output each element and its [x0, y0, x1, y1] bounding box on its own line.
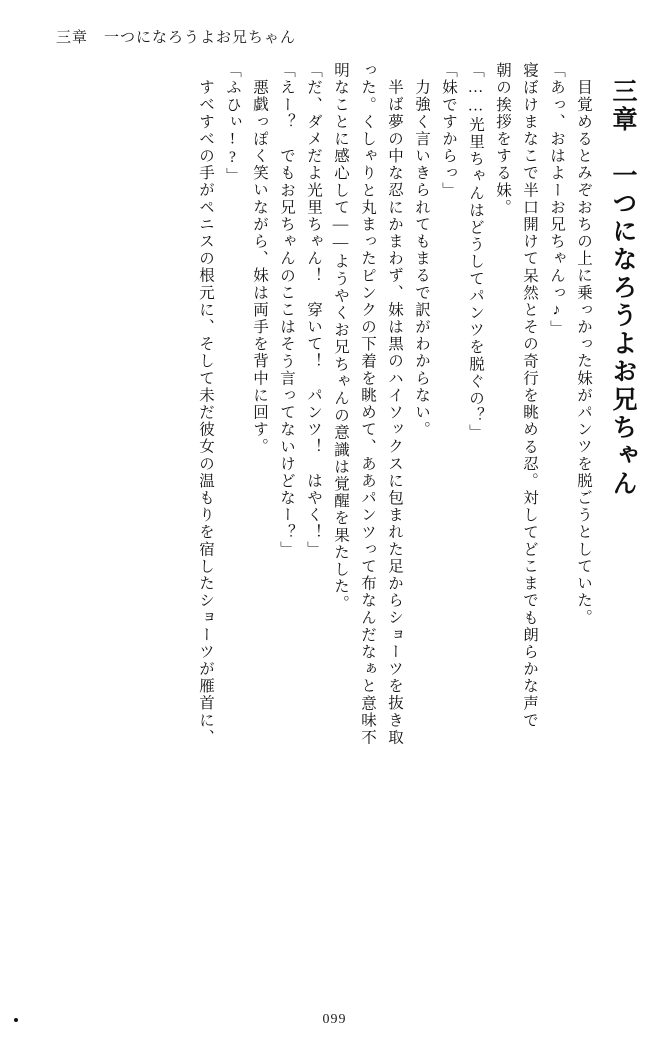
body-line: 力強く言いきられてもまるで訳がわからない。	[413, 79, 430, 439]
page-number: 099	[322, 1012, 347, 1027]
body-line: 朝の挨拶をする妹。	[494, 62, 511, 216]
body-line: 半ば夢の中な忍にかまわず、妹は黒のハイソックスに包まれた足からショーツを抜き取	[386, 79, 403, 746]
header-rule	[40, 52, 630, 53]
body-line: 「ふひぃ!?」	[224, 62, 241, 185]
body-line: 「……光里ちゃんはどうしてパンツを脱ぐの？」	[467, 62, 484, 442]
body-line: 悪戯っぽく笑いながら、妹は両手を背中に回す。	[251, 79, 268, 456]
body-line: った。くしゃりと丸まったピンクの下着を眺めて、ああパンツって布なんだなぁと意味不	[359, 62, 376, 746]
body-line: 「えー？ でもお兄ちゃんのここはそう言ってないけどなー？」	[278, 62, 295, 558]
body-line: 目覚めるとみぞおちの上に乗っかった妹がパンツを脱ごうとしていた。	[575, 79, 592, 627]
page-body	[34, 62, 635, 987]
chapter-title: 三章 一つになろうよお兄ちゃん	[609, 78, 636, 498]
spine-mark	[14, 1018, 18, 1022]
body-line: 「妹ですからっ」	[440, 62, 457, 199]
body-line: すべすべの手がペニスの根元に、そして未だ彼女の温もりを宿したショーツが雁首に、	[197, 79, 214, 746]
body-line: 「あっ、おはよーお兄ちゃんっ♪」	[548, 62, 565, 338]
body-line: 寝ぼけまなこで半口開けて呆然とその奇行を眺める忍。対してどこまでも朗らかな声で	[521, 62, 538, 729]
running-head: 三章 一つになろうよお兄ちゃん	[56, 30, 297, 46]
body-line: 「だ、ダメだよ光里ちゃん！ 穿いて！ パンツ！ はやく！」	[305, 62, 322, 558]
body-line: 明なことに感心して――ようやくお兄ちゃんの意識は覚醒を果たした。	[332, 62, 349, 613]
